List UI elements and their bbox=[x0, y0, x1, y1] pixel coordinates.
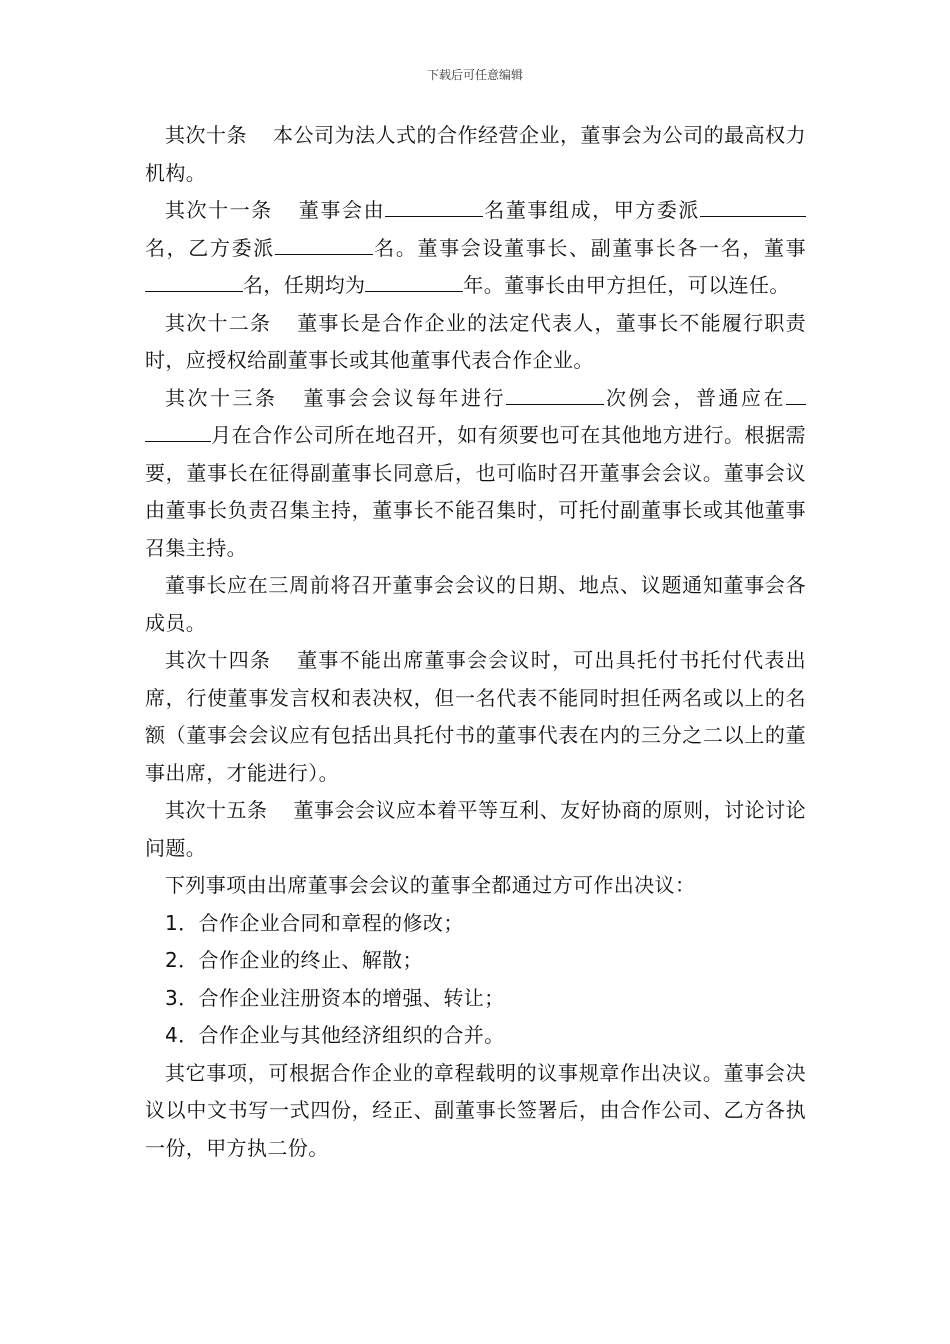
blank-field[interactable] bbox=[786, 194, 806, 217]
article-text: 董事会会议每年进行 bbox=[303, 385, 506, 410]
article-number: 其次十一条 bbox=[165, 198, 273, 222]
article-text: 名，任期均为 bbox=[243, 273, 366, 297]
list-intro: 下列事项由出席董事会会议的董事全都通过方可作出决议： bbox=[165, 873, 696, 897]
resolution-list bbox=[145, 905, 806, 1055]
blank-field[interactable] bbox=[700, 194, 786, 217]
page-header-note: 下载后可任意编辑 bbox=[426, 68, 523, 82]
article-text: 名，乙方委派 bbox=[145, 235, 275, 260]
article-text: 本公司为法人式的合作经营企业，董事会为公司的最高权力机构。 bbox=[145, 123, 806, 185]
article-22 bbox=[145, 305, 806, 380]
notice-paragraph: 董事长应在三周前将召开董事会会议的日期、地点、议题通知董事会各成员。 bbox=[145, 573, 806, 635]
article-text: 董事会会议应本着平等互利、友好协商的原则，讨论讨论问题。 bbox=[145, 798, 807, 860]
article-text: 月在合作公司所在地召开，如有须要也可在其他地方进行。根据需要，董事长在征得副董事长同意后，也可临时召开董事会会议。董事会议由董事长负责召集主持，董事长不能召集时，可托付副董事长或其他董事召集主持。 bbox=[145, 423, 806, 560]
article-number: 其次十四条 bbox=[165, 648, 272, 672]
article-text: 次例会，普通应在 bbox=[603, 385, 787, 410]
article-text: 董事会由 bbox=[298, 198, 386, 222]
closing-paragraph: 其它事项，可根据合作企业的章程载明的议事规章作出决议。董事会决议以中文书写一式四份，经正、副董事长签署后，由合作公司、乙方各执一份，甲方执二份。 bbox=[145, 1060, 806, 1160]
list-item: 1．合作企业合同和章程的修改； bbox=[165, 910, 464, 935]
article-text: 董事不能出席董事会会议时，可出具托付书托付代表出席，行使董事发言权和表决权，但一名代表不能同时担任两名或以上的名额（董事会会议应有包括出具托付书的董事代表在内的三分之二以上的董事出席，才能进行）。 bbox=[145, 648, 807, 785]
article-text: 董事长是合作企业的法定代表人，董事长不能履行职责时，应授权给副董事长或其他董事代表合作企业。 bbox=[145, 310, 807, 372]
article-20 bbox=[145, 117, 806, 192]
document-body bbox=[145, 117, 806, 1167]
blank-field[interactable] bbox=[365, 269, 463, 292]
article-21 bbox=[145, 192, 806, 305]
article-number: 其次十二条 bbox=[165, 310, 272, 335]
article-number: 其次十三条 bbox=[165, 385, 278, 410]
list-item: 4．合作企业与其他经济组织的合并。 bbox=[165, 1023, 505, 1047]
article-24 bbox=[145, 642, 806, 792]
blank-field[interactable] bbox=[145, 269, 243, 292]
blank-field[interactable] bbox=[275, 232, 373, 255]
article-25 bbox=[145, 792, 806, 867]
blank-field[interactable] bbox=[786, 382, 806, 405]
article-text: 名董事组成，甲方委派 bbox=[483, 198, 701, 222]
blank-field[interactable] bbox=[385, 194, 483, 217]
article-23 bbox=[145, 380, 806, 568]
blank-field[interactable] bbox=[506, 382, 604, 405]
article-number: 其次十条 bbox=[165, 123, 248, 147]
article-text: 名。董事会设董事长、副董事长各一名，董事 bbox=[372, 235, 806, 260]
blank-field[interactable] bbox=[145, 419, 211, 442]
list-item: 3．合作企业注册资本的增强、转让； bbox=[165, 985, 505, 1010]
list-item: 2．合作企业的终止、解散； bbox=[165, 948, 423, 972]
article-number: 其次十五条 bbox=[165, 798, 268, 822]
article-text: 年。董事长由甲方担任，可以连任。 bbox=[463, 273, 790, 297]
